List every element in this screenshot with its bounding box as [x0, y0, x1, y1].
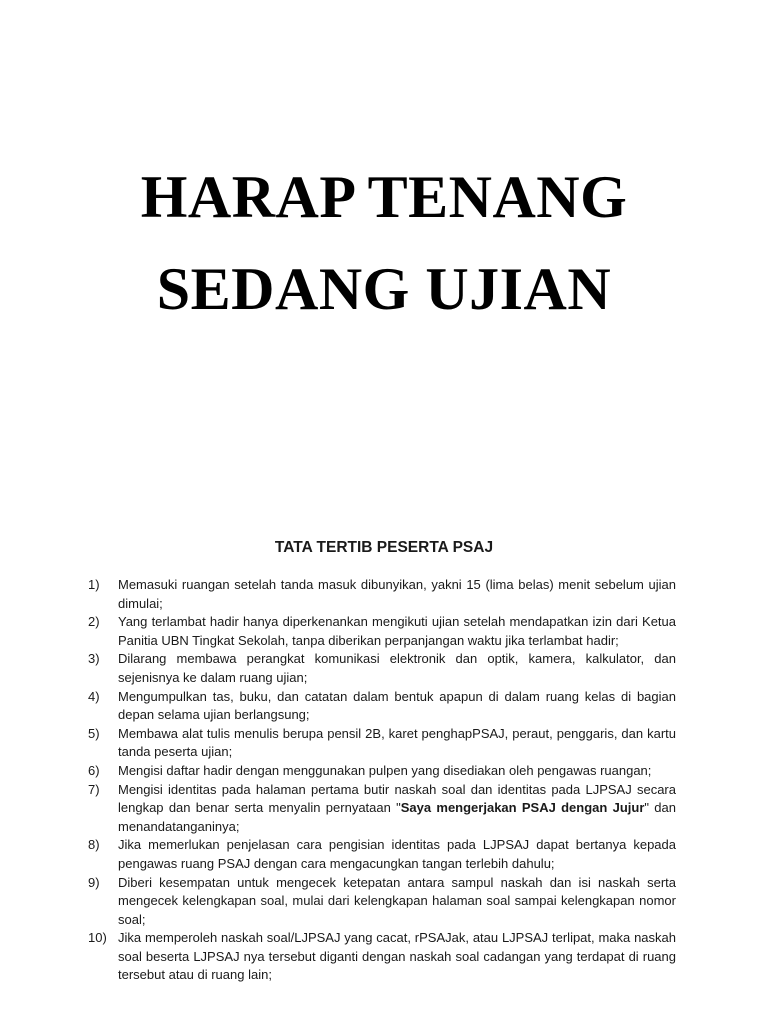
- rule-text: Memasuki ruangan setelah tanda masuk dibunyikan, yakni 15 (lima belas) menit sebelum ujian dimulai;: [118, 577, 676, 611]
- rule-text: Jika memerlukan penjelasan cara pengisian identitas pada LJPSAJ dapat bertanya kepada pengawas ruang PSAJ dengan cara mengacungkan tangan terlebih dahulu;: [118, 837, 676, 871]
- rule-number: 7): [88, 781, 100, 797]
- rule-text-part: Mengisi identitas pada halaman pertama butir naskah soal dan identitas pada LJPSAJ secara lengkap dan benar serta menyalin pernyataan ": [118, 781, 676, 816]
- rule-number: 2): [88, 614, 100, 630]
- rule-text-bold-statement: Saya mengerjakan PSAJ dengan Jujur: [400, 800, 645, 816]
- rule-number: 6): [88, 762, 100, 778]
- rule-number: 9): [88, 874, 100, 890]
- rule-text: Mengisi daftar hadir dengan menggunakan pulpen yang disediakan oleh pengawas ruangan;: [118, 762, 652, 778]
- rule-item: [88, 725, 676, 762]
- rule-text: Diberi kesempatan untuk mengecek ketepatan antara sampul naskah dan isi naskah serta mengecek kelengkapan soal, mulai dari kelengkapan halaman soal sampai kelengkapan nomor soal;: [118, 874, 676, 927]
- rule-item: [88, 929, 676, 985]
- rule-item: [88, 688, 676, 725]
- rule-item: [88, 576, 676, 613]
- headline-line-1: HARAP TENANG: [140, 164, 628, 230]
- rule-item: [88, 874, 676, 930]
- rule-text: Membawa alat tulis menulis berupa pensil 2B, karet penghapPSAJ, peraut, penggaris, dan kartu tanda peserta ujian;: [118, 725, 676, 760]
- rule-text: Dilarang membawa perangkat komunikasi elektronik dan optik, kamera, kalkulator, dan sejenisnya ke dalam ruang ujian;: [118, 651, 676, 685]
- rule-item: [88, 762, 676, 781]
- rule-text: Mengumpulkan tas, buku, dan catatan dalam bentuk apapun di dalam ruang kelas di bagian depan selama ujian berlangsung;: [118, 688, 676, 723]
- rule-item: [88, 613, 676, 650]
- rule-number: 8): [88, 837, 100, 853]
- rule-number: 5): [88, 725, 100, 741]
- rule-number: 10): [88, 930, 107, 946]
- rules-list: [88, 576, 676, 985]
- rule-item: [88, 836, 676, 873]
- rule-number: 1): [88, 577, 100, 592]
- rule-item: [88, 650, 676, 687]
- rule-text: [118, 781, 676, 837]
- rule-text: Yang terlambat hadir hanya diperkenankan mengikuti ujian setelah mendapatkan izin dari Ketua Panitia UBN Tingkat Sekolah, tanpa diberikan perpanjangan waktu jika terlambat hadir;: [118, 614, 676, 648]
- rule-number: 4): [88, 688, 100, 704]
- rule-number: 3): [88, 651, 100, 667]
- rule-text: Jika memperoleh naskah soal/LJPSAJ yang cacat, rPSAJak, atau LJPSAJ terlipat, maka naskah soal beserta LJPSAJ nya tersebut diganti dengan naskah soal cadangan yang terdapat di ruang tersebut atau di ruang lain;: [118, 930, 676, 983]
- rule-text-part: " dan menandatanganinya;: [118, 800, 676, 834]
- rules-title: TATA TERTIB PESERTA PSAJ: [274, 539, 494, 556]
- rule-item: [88, 781, 676, 837]
- headline-line-2: SEDANG UJIAN: [156, 256, 612, 322]
